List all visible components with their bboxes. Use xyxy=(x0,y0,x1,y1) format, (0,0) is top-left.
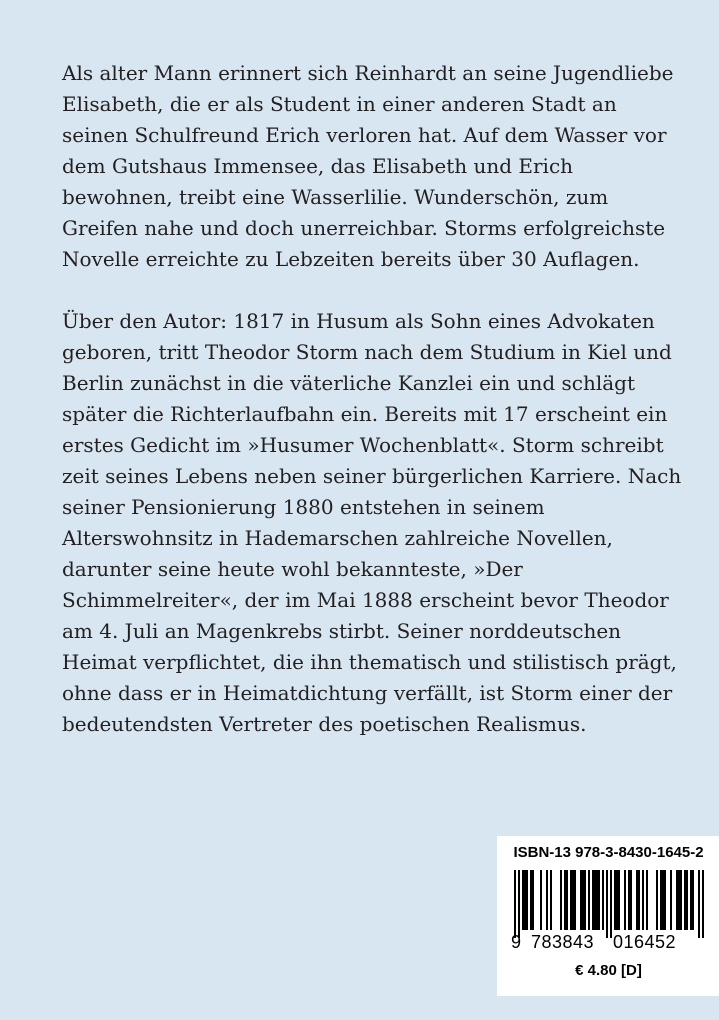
barcode-bar xyxy=(610,870,612,938)
barcode-bar xyxy=(532,870,534,930)
barcode-bar xyxy=(702,870,704,938)
barcode-bar xyxy=(572,870,574,930)
barcode-bar xyxy=(588,870,590,930)
barcode-bar xyxy=(566,870,568,930)
barcode-digits-left: 783843 xyxy=(531,932,595,952)
barcode-bar xyxy=(606,870,608,938)
barcode-bar xyxy=(656,870,658,930)
barcode-bar xyxy=(680,870,682,930)
barcode-bar xyxy=(684,870,686,930)
barcode-bar xyxy=(638,870,640,930)
barcode-bar xyxy=(584,870,586,930)
barcode-bar xyxy=(670,870,672,930)
barcode-bar xyxy=(636,870,638,930)
barcode-bar xyxy=(526,870,528,930)
isbn-number: ISBN-13 978-3-8430-1645-2 xyxy=(513,844,704,861)
barcode-label xyxy=(497,836,719,996)
price-label: € 4.80 [D] xyxy=(575,962,642,979)
barcode-bar xyxy=(690,870,692,930)
barcode-bar xyxy=(602,870,604,930)
barcode-bar xyxy=(514,870,516,938)
barcode-bar xyxy=(624,870,626,930)
barcode-bar xyxy=(546,870,548,930)
barcode-bar xyxy=(686,870,688,930)
barcode-bar xyxy=(530,870,532,930)
blurb-paragraph-summary: Als alter Mann erinnert sich Reinhardt an seine Jugendliebe Elisabeth, die er als Student in einer anderen Stadt an seinen Schulfreund Erich verloren hat. Auf dem Wasser vor dem Gutshaus Immensee, das Elisabeth und Erich bewohnen, treibt eine Wasserlilie. Wunderschön, zum Greifen nahe und doch unerreichbar. Storms erfolgreichste Novelle erreichte zu Lebzeiten bereits über 30 Auflagen. xyxy=(62,61,674,271)
barcode-bar xyxy=(628,870,630,930)
barcode-bar xyxy=(614,870,616,930)
barcode-bar xyxy=(618,870,620,930)
barcode-bar xyxy=(582,870,584,930)
barcode-bar xyxy=(660,870,662,930)
barcode-bar xyxy=(594,870,596,930)
barcode-bar xyxy=(664,870,666,930)
barcode-bar xyxy=(592,870,594,930)
blurb-paragraph-author: Über den Autor: 1817 in Husum als Sohn eines Advokaten geboren, tritt Theodor Storm nach dem Studium in Kiel und Berlin zunächst in die väterliche Kanzlei ein und schlägt später die Richterlaufbahn ein. Bereits mit 17 erscheint ein erstes Gedicht im »Husumer Wochenblatt«. Storm schreibt zeit seines Lebens neben seiner bürgerlichen Karriere. Nach seiner Pensionierung 1880 entstehen in seinem Alterswohnsitz in Hademarschen zahlreiche Novellen, darunter seine heute wohl bekannteste, »Der Schimmelreiter«, der im Mai 1888 erscheint bevor Theodor am 4. Juli an Magenkrebs stirbt. Seiner norddeutschen Heimat verpflichtet, die ihn thematisch und stilistisch prägt, ohne dass er in Heimatdichtung verfällt, ist Storm einer der bedeutendsten Vertreter des poetischen Realismus. xyxy=(62,309,682,736)
barcode-bar xyxy=(580,870,582,930)
barcode-bar xyxy=(522,870,524,930)
barcode-bar xyxy=(560,870,562,930)
barcode-bar xyxy=(630,870,632,930)
barcode-bar xyxy=(678,870,680,930)
barcode-bar xyxy=(524,870,526,930)
barcode-bar xyxy=(570,870,572,930)
barcode-bar xyxy=(564,870,566,930)
barcode-bar xyxy=(598,870,600,930)
barcode-bar xyxy=(698,870,700,938)
barcode-bar xyxy=(616,870,618,930)
barcode-digit-first: 9 xyxy=(511,932,522,952)
barcode-digits-right: 016452 xyxy=(613,932,677,952)
barcode-bar xyxy=(676,870,678,930)
barcode-bar xyxy=(662,870,664,930)
barcode-bar xyxy=(540,870,542,930)
barcode-icon xyxy=(509,870,707,938)
blurb-text xyxy=(62,58,682,771)
barcode-bar xyxy=(574,870,576,930)
barcode-bar xyxy=(692,870,694,930)
barcode-bar xyxy=(596,870,598,930)
barcode-bar xyxy=(550,870,552,930)
barcode-bar xyxy=(518,870,520,938)
barcode-bar xyxy=(642,870,644,930)
barcode-bar xyxy=(646,870,648,930)
